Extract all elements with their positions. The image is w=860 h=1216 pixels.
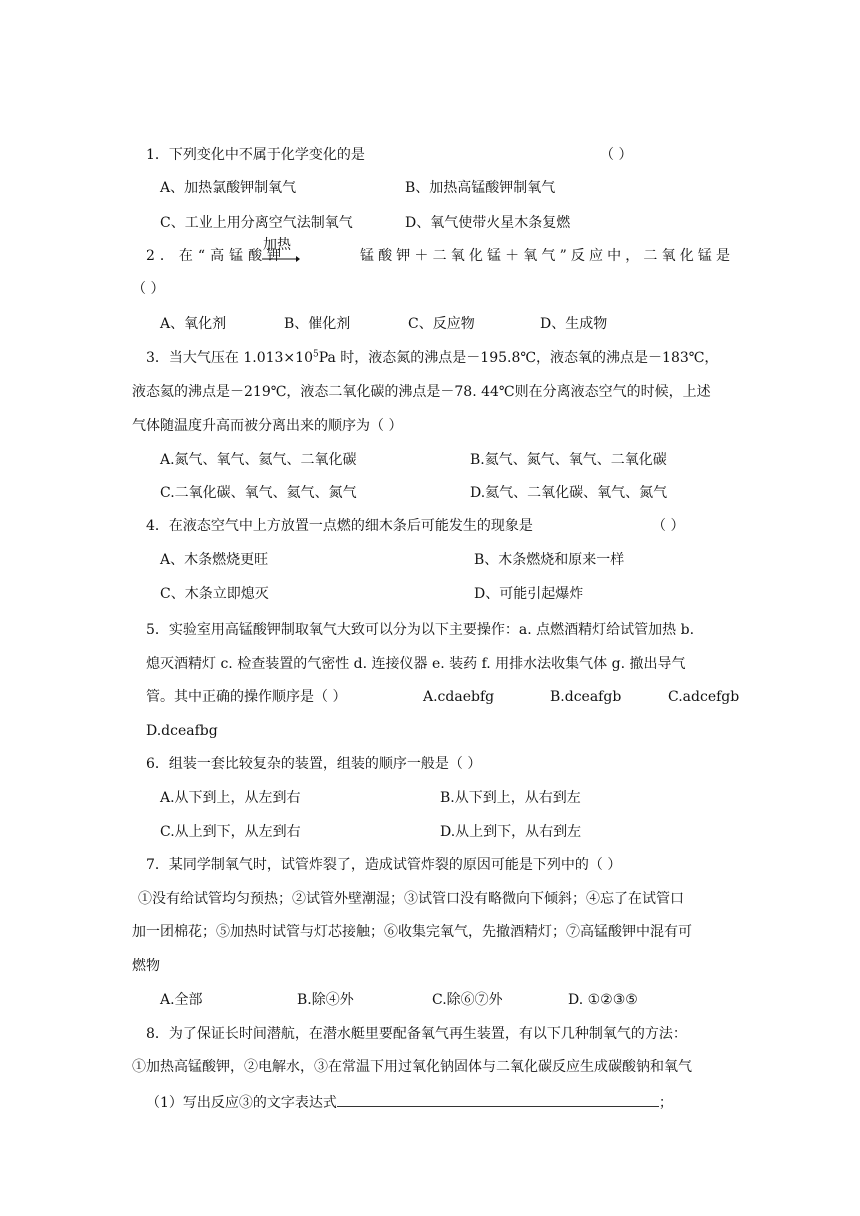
q2-answer-blank: （ ） bbox=[132, 281, 165, 297]
q6-option-c: C.从上到下，从左到右 bbox=[160, 824, 301, 840]
q7-reasons-line-2: 加一团棉花；⑤加热时试管与灯芯接触；⑥收集完氧气，先撤酒精灯；⑦高锰酸钾中混有可 bbox=[132, 924, 692, 940]
q7-reasons-line-1: ①没有给试管均匀预热；②试管外壁潮湿；③试管口没有略微向下倾斜；④忘了在试管口 bbox=[138, 891, 684, 907]
q1-option-d: D、氧气使带火星木条复燃 bbox=[405, 215, 571, 231]
q8-subquestion-1-end: ； bbox=[658, 1095, 673, 1111]
q1-option-b: B、加热高锰酸钾制氧气 bbox=[405, 180, 556, 196]
q4-option-d: D、可能引起爆炸 bbox=[474, 586, 584, 602]
q4-stem: 4．在液态空气中上方放置一点燃的细木条后可能发生的现象是 bbox=[146, 518, 533, 534]
q6-stem: 6．组装一套比较复杂的装置，组装的顺序一般是（ ） bbox=[146, 756, 482, 772]
q2-stem-end: 锰酸钾＋二氧化锰＋氧气”反应中，二氧化锰是 bbox=[360, 248, 730, 264]
q7-stem: 7．某同学制氧气时，试管炸裂了，造成试管炸裂的原因可能是下列中的（ ） bbox=[146, 857, 622, 873]
q5-line-1: 5．实验室用高锰酸钾制取氧气大致可以分为以下主要操作：a. 点燃酒精灯给试管加热 b. bbox=[146, 622, 695, 638]
q3-line-1 bbox=[146, 348, 718, 368]
q5-option-d: D.dceafbg bbox=[146, 723, 218, 739]
q1-option-c: C、工业上用分离空气法制氧气 bbox=[160, 215, 353, 231]
q3-option-a: A.氮气、氧气、氦气、二氧化碳 bbox=[160, 452, 357, 468]
q3-option-d: D.氦气、二氧化碳、氧气、氮气 bbox=[470, 485, 668, 501]
q3-option-b: B.氦气、氮气、氧气、二氧化碳 bbox=[470, 452, 667, 468]
q2-option-d: D、生成物 bbox=[540, 316, 608, 332]
q2-option-b: B、催化剂 bbox=[284, 316, 351, 332]
q4-answer-blank: （ ） bbox=[652, 518, 685, 534]
q1-option-a: A、加热氯酸钾制氧气 bbox=[160, 180, 297, 196]
q6-option-a: A.从下到上，从左到右 bbox=[160, 790, 301, 806]
q7-option-a: A.全部 bbox=[160, 992, 203, 1008]
q8-subquestion-1-text: （1）写出反应③的文字表达式 bbox=[146, 1095, 337, 1111]
q1-stem: 1．下列变化中不属于化学变化的是 bbox=[146, 147, 365, 163]
q8-stem: 8．为了保证长时间潜航，在潜水艇里要配备氧气再生装置，有以下几种制氧气的方法： bbox=[146, 1026, 687, 1042]
q2-option-a: A、氧化剂 bbox=[160, 316, 227, 332]
q5-line-3-stem: 管。其中正确的操作顺序是（ ） bbox=[146, 689, 347, 705]
q2-stem-start: 2．在“高锰酸钾 bbox=[146, 248, 287, 264]
q5-option-a: A.cdaebfg bbox=[423, 689, 495, 705]
heat-condition-label: 加热 bbox=[263, 237, 291, 253]
q7-option-b: B.除④外 bbox=[297, 992, 354, 1008]
q2-option-c: C、反应物 bbox=[408, 316, 475, 332]
q3-line-1-end: Pa 时，液态氮的沸点是－195.8℃，液态氧的沸点是－183℃， bbox=[318, 350, 719, 366]
q4-option-a: A、木条燃烧更旺 bbox=[160, 552, 269, 568]
q7-option-c: C.除⑥⑦外 bbox=[432, 992, 503, 1008]
q3-line-1-start: 3．当大气压在 1.013×10 bbox=[146, 350, 313, 366]
q5-option-c: C.adcefgb bbox=[668, 689, 740, 705]
q4-option-c: C、木条立即熄灭 bbox=[160, 586, 269, 602]
q3-line-2: 液态氦的沸点是－219℃，液态二氧化碳的沸点是－78. 44℃则在分离液态空气的时候，上述 bbox=[132, 384, 711, 400]
q4-option-b: B、木条燃烧和原来一样 bbox=[474, 552, 625, 568]
q3-line-3: 气体随温度升高而被分离出来的顺序为（ ） bbox=[132, 418, 403, 434]
q1-answer-blank: （ ） bbox=[600, 147, 633, 163]
answer-blank-line[interactable] bbox=[337, 1092, 659, 1107]
q3-exponent: 5 bbox=[312, 349, 319, 360]
q6-option-b: B.从下到上，从右到左 bbox=[440, 790, 581, 806]
q5-option-b: B.dceafgb bbox=[550, 689, 622, 705]
q8-subquestion-1 bbox=[146, 1092, 673, 1113]
q6-option-d: D.从上到下，从右到左 bbox=[440, 824, 582, 840]
q5-line-2: 熄灭酒精灯 c. 检查装置的气密性 d. 连接仪器 e. 装药 f. 用排水法收集气体 g. 撤出导气 bbox=[146, 656, 686, 672]
q7-option-d: D. ①②③⑤ bbox=[568, 992, 638, 1008]
q8-methods-line: ①加热高锰酸钾，②电解水，③在常温下用过氧化钠固体与二氧化碳反应生成碳酸钠和氧气 bbox=[132, 1059, 692, 1075]
q7-reasons-line-3: 燃物 bbox=[132, 958, 160, 974]
q3-option-c: C.二氧化碳、氧气、氦气、氮气 bbox=[160, 485, 357, 501]
